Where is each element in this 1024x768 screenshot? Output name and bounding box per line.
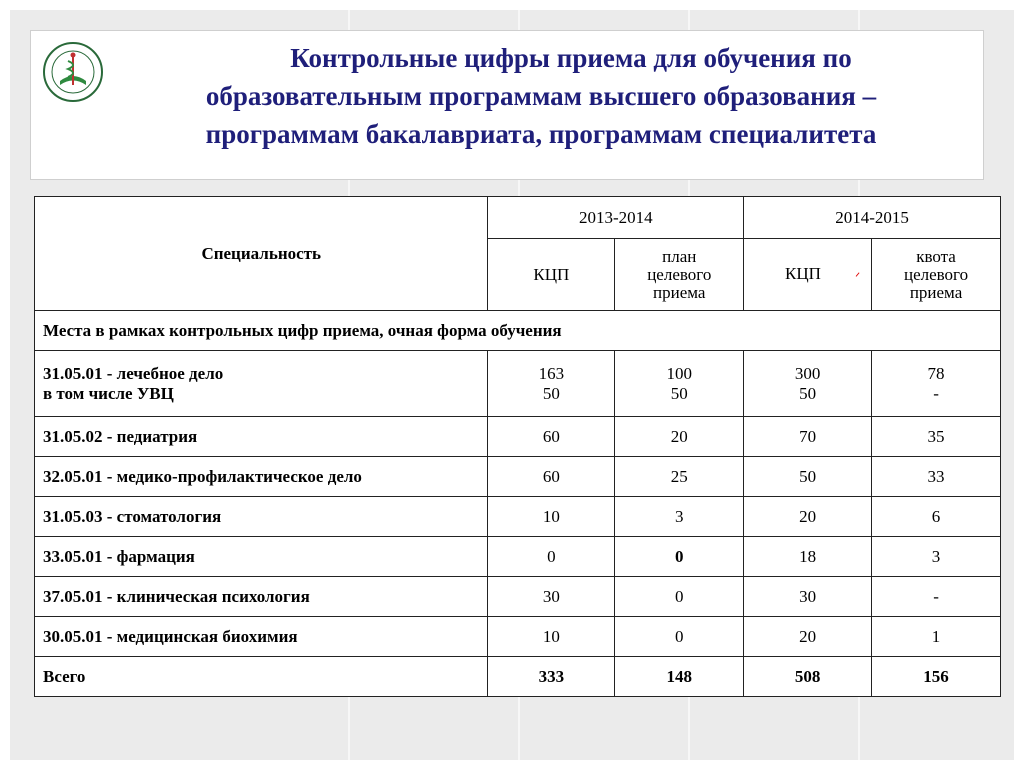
value-cell: 33 [872,457,1001,497]
value-cell: 30 [488,577,615,617]
kvota-header [872,239,1001,311]
value: 300 [794,363,821,383]
specialty-name [35,351,488,417]
table-row [35,417,1001,457]
title-banner [30,30,984,180]
specialty-name: 30.05.01 - медицинская биохимия [35,617,488,657]
value-cell: 10 [488,497,615,537]
value-cell: 60 [488,417,615,457]
value-cell: 0 [615,577,744,617]
value-cell: 3 [872,537,1001,577]
admission-table [34,196,1001,697]
total-value: 156 [872,657,1001,697]
title-line: образовательным программам высшего образования – [205,81,877,111]
specialty-name-line: в том числе УВЦ [43,383,174,403]
plan-header-line: план [662,246,697,266]
value-cell: 6 [872,497,1001,537]
value-cell: 0 [615,617,744,657]
title-line: Контрольные цифры приема для обучения по [290,43,852,73]
title-line: программам бакалавриата, программам специалитета [205,119,877,149]
value-cell: 18 [744,537,872,577]
value: 100 [666,363,693,383]
year-header-2014: 2014-2015 [744,197,1001,239]
value: 78 [927,363,945,383]
value-cell: 35 [872,417,1001,457]
total-label: Всего [35,657,488,697]
specialty-name: 31.05.03 - стоматология [35,497,488,537]
value-cell: 20 [744,497,872,537]
plan-header-line: целевого [647,264,712,284]
plan-header-line: приема [653,282,706,302]
specialty-header: Специальность [35,197,488,311]
table-row [35,457,1001,497]
value-cell: 10 [488,617,615,657]
value: 50 [542,383,560,403]
university-emblem-icon [42,41,104,103]
value-cell: 70 [744,417,872,457]
value-cell [872,351,1001,417]
table-row [35,617,1001,657]
value-cell [615,351,744,417]
value: - [933,383,939,403]
red-marker: ᐟ [855,270,861,284]
table-row [35,351,1001,417]
value-cell: 20 [744,617,872,657]
table-row [35,497,1001,537]
specialty-name: 37.05.01 - клиническая психология [35,577,488,617]
kvota-header-line: квота [916,246,956,266]
total-value: 333 [488,657,615,697]
section-row: Места в рамках контрольных цифр приема, очная форма обучения [35,311,1001,351]
year-header-2013: 2013-2014 [488,197,744,239]
value-cell: 0 [488,537,615,577]
value-cell: 60 [488,457,615,497]
kcp-label: КЦП [785,264,821,283]
value-cell: - [872,577,1001,617]
value: 50 [799,383,817,403]
total-value: 148 [615,657,744,697]
page-title [101,39,981,153]
value-cell: 25 [615,457,744,497]
kcp-header: КЦП [488,239,615,311]
plan-header [615,239,744,311]
value: 50 [670,383,688,403]
value-cell: 0 [615,537,744,577]
value-cell: 50 [744,457,872,497]
kcp-header [744,239,872,311]
value-cell [488,351,615,417]
table-row [35,577,1001,617]
value-cell: 1 [872,617,1001,657]
specialty-name: 33.05.01 - фармация [35,537,488,577]
kvota-header-line: целевого [903,264,969,284]
total-row [35,657,1001,697]
total-value: 508 [744,657,872,697]
specialty-name: 32.05.01 - медико-профилактическое дело [35,457,488,497]
value: 163 [538,363,565,383]
value-cell [744,351,872,417]
kvota-header-line: приема [909,282,963,302]
value-cell: 20 [615,417,744,457]
table-row [35,537,1001,577]
specialty-name-line: 31.05.01 - лечебное дело [43,363,224,383]
value-cell: 3 [615,497,744,537]
value-cell: 30 [744,577,872,617]
specialty-name: 31.05.02 - педиатрия [35,417,488,457]
